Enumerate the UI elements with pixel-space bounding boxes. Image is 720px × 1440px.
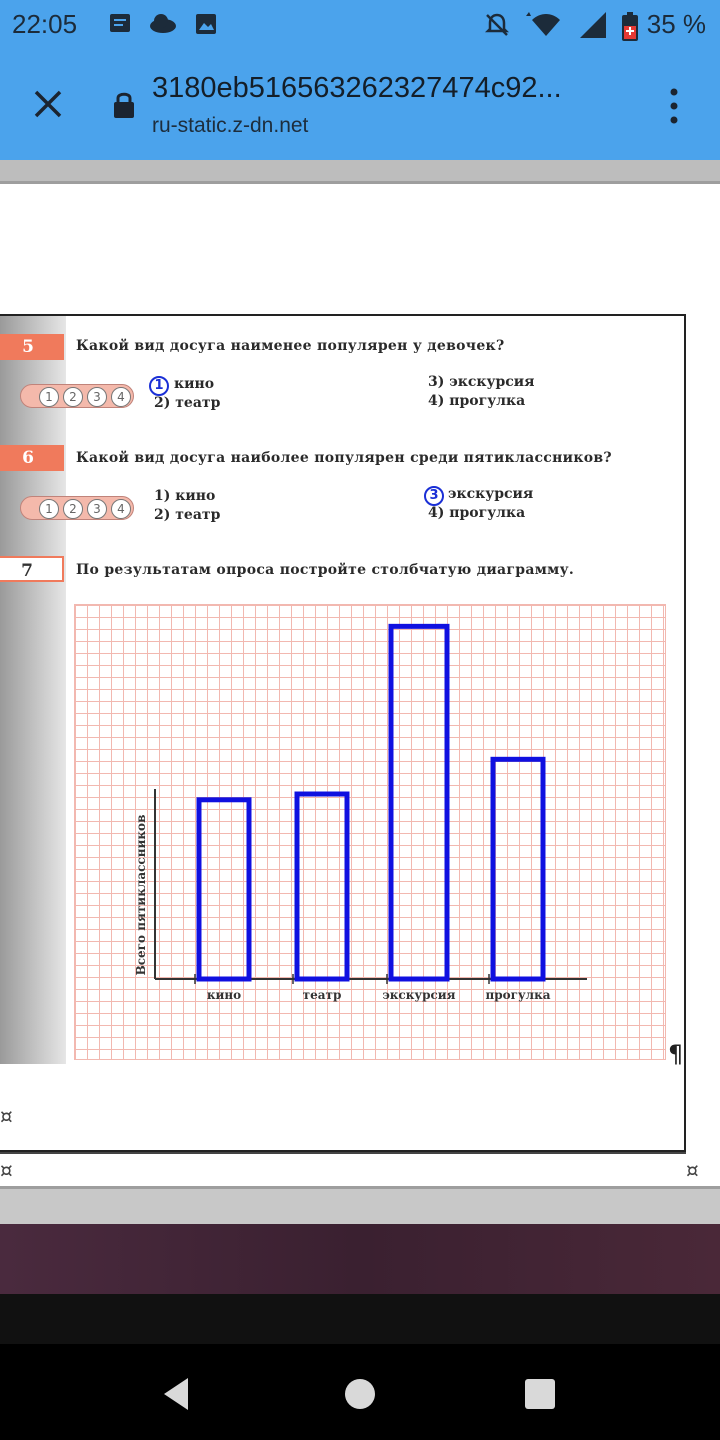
cell-mark: ¤	[0, 1158, 13, 1182]
table-row-divider	[0, 1152, 686, 1154]
bar	[297, 794, 347, 979]
answer-mark-6: 3	[424, 486, 444, 506]
signal-icon	[578, 12, 608, 38]
option-5-2: 2) театр	[154, 395, 221, 411]
lock-icon	[112, 90, 136, 120]
option-6-3: экскурсия	[448, 486, 534, 502]
answer-circle[interactable]: 3	[87, 387, 107, 407]
background-band	[0, 1294, 720, 1344]
answer-circle[interactable]: 1	[39, 499, 59, 519]
answer-mark-5: 1	[149, 376, 169, 396]
image-icon	[194, 12, 218, 36]
close-icon[interactable]	[28, 84, 68, 124]
browser-toolbar	[0, 50, 720, 160]
question-text-5: Какой вид досуга наименее популярен у девочек?	[76, 338, 505, 354]
bar	[391, 626, 447, 979]
option-5-3: 3) экскурсия	[428, 374, 535, 390]
y-axis-label: Всего пятиклассников	[134, 814, 148, 976]
paragraph-mark: ¶	[668, 1040, 684, 1068]
status-time: 22:05	[12, 9, 78, 39]
answer-circle[interactable]: 4	[111, 387, 131, 407]
back-icon[interactable]	[158, 1374, 198, 1414]
bar-chart	[75, 605, 667, 1061]
question-number-6: 6	[0, 445, 64, 471]
answer-circle[interactable]: 3	[87, 499, 107, 519]
x-tick-label: кино	[206, 988, 242, 1002]
bar	[493, 759, 543, 979]
more-options-icon[interactable]	[664, 86, 684, 126]
recents-icon[interactable]	[520, 1374, 560, 1414]
option-6-4: 4) прогулка	[428, 505, 526, 521]
question-number-5: 5	[0, 334, 64, 360]
textbook-page	[0, 314, 686, 1152]
question-text-7: По результатам опроса постройте столбчатую диаграмму.	[76, 562, 575, 578]
battery-icon	[620, 12, 640, 42]
question-text-6: Какой вид досуга наиболее популярен среди пятиклассников?	[76, 450, 612, 466]
wifi-icon	[526, 12, 566, 38]
system-nav-bar	[0, 1344, 720, 1440]
x-tick-label: экскурсия	[382, 988, 456, 1002]
page-title: 3180eb516563262327474c92...	[152, 72, 562, 104]
x-tick-label: прогулка	[485, 988, 551, 1002]
cell-mark: ¤	[686, 1158, 699, 1182]
answer-circles-5	[20, 384, 134, 408]
answer-circle[interactable]: 1	[39, 387, 59, 407]
x-tick-label: театр	[302, 988, 342, 1002]
background-band	[0, 1224, 720, 1294]
cloud-icon	[148, 12, 178, 36]
battery-percent: 35 %	[646, 9, 706, 39]
content-bottom-strip	[0, 1186, 720, 1224]
question-number-7: 7	[0, 556, 64, 582]
page-url[interactable]: ru-static.z-dn.net	[152, 114, 309, 137]
answer-circle[interactable]: 2	[63, 499, 83, 519]
message-icon	[108, 12, 132, 36]
status-bar	[0, 0, 720, 50]
option-5-1: кино	[174, 376, 215, 392]
page-sidebar	[0, 316, 66, 1064]
option-6-1: 1) кино	[154, 488, 216, 504]
option-6-2: 2) театр	[154, 507, 221, 523]
answer-circles-6	[20, 496, 134, 520]
chart-grid	[74, 604, 666, 1060]
home-icon[interactable]	[340, 1374, 380, 1414]
answer-circle[interactable]: 4	[111, 499, 131, 519]
option-5-4: 4) прогулка	[428, 393, 526, 409]
content-top-strip	[0, 160, 720, 184]
bar	[199, 800, 249, 979]
mute-icon	[484, 12, 510, 38]
answer-circle[interactable]: 2	[63, 387, 83, 407]
cell-mark: ¤	[0, 1104, 13, 1128]
